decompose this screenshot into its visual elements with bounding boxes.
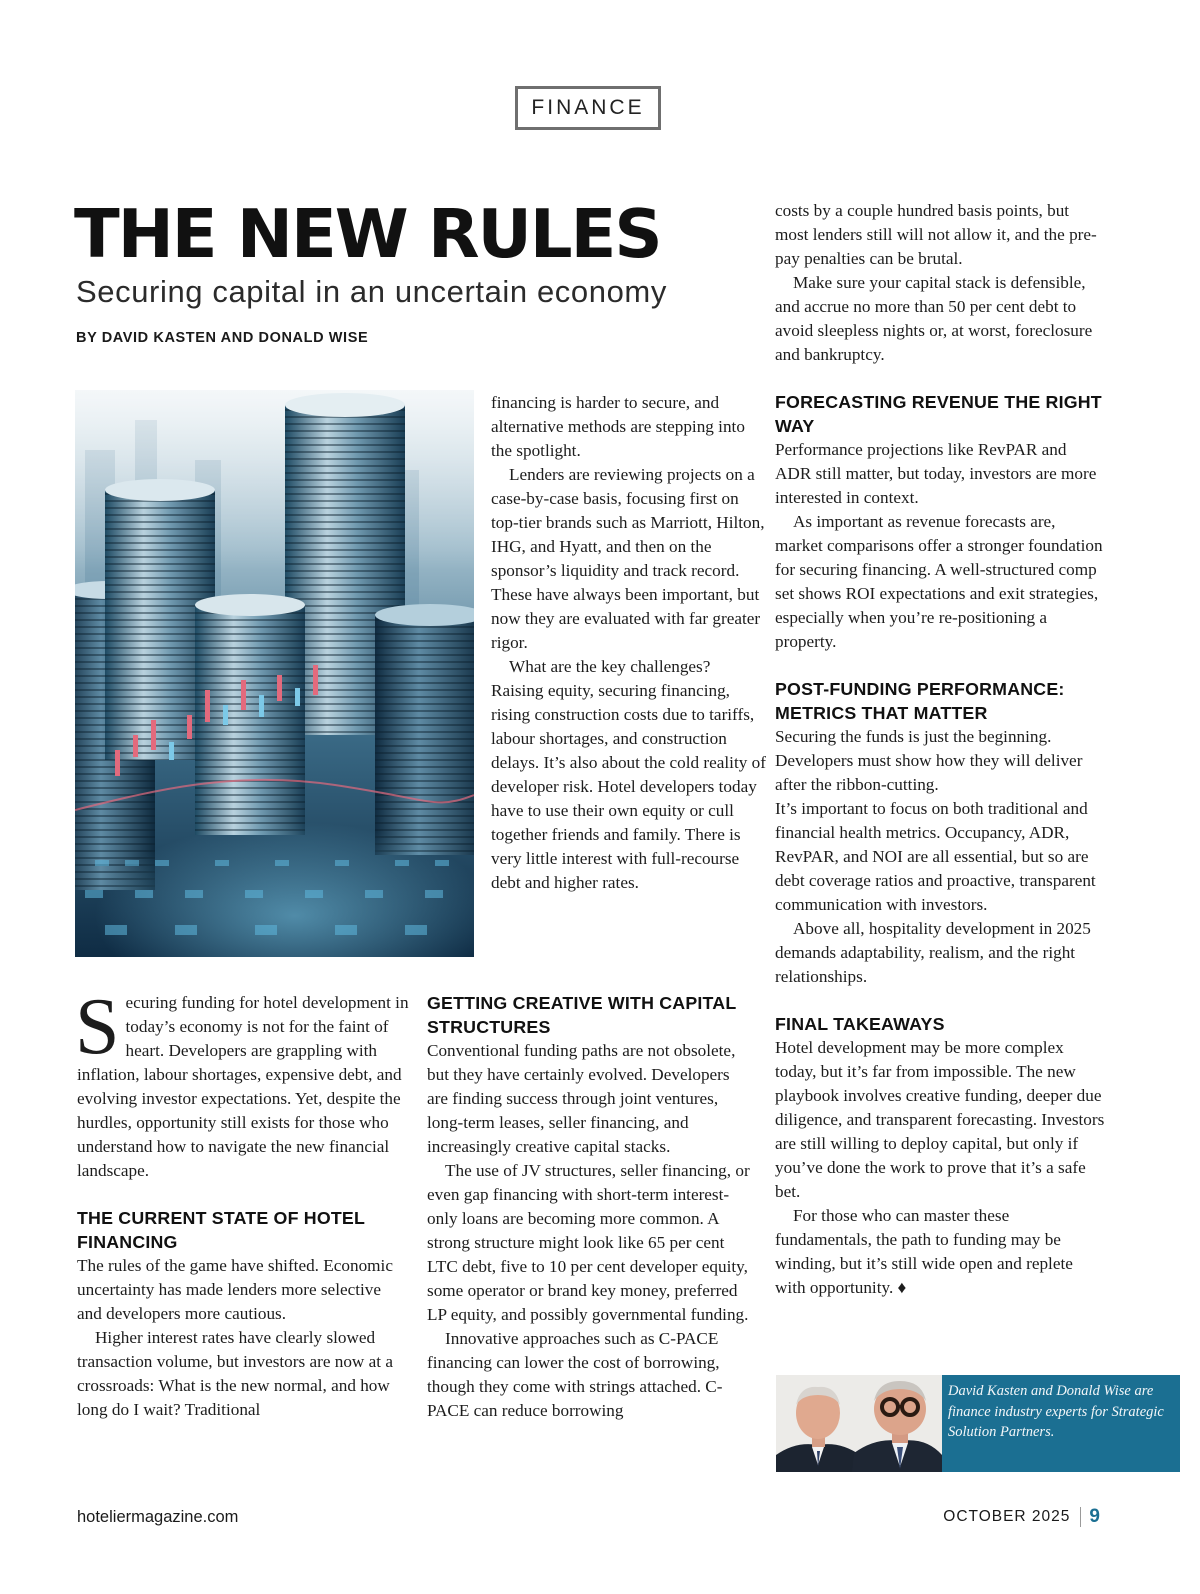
- column2-bottom: [427, 991, 751, 1423]
- drop-cap: S: [75, 983, 120, 1071]
- section-heading-forecasting: FORECASTING REVENUE THE RIGHT WAY: [775, 392, 1102, 436]
- paragraph: Performance projections like RevPAR and ADR still matter, but today, investors are more interested in context.: [775, 440, 1097, 507]
- author-photo: [776, 1375, 942, 1472]
- paragraph: Above all, hospitality development in 2025 demands adaptability, realism, and the right relationships.: [775, 919, 1091, 986]
- paragraph: Innovative approaches such as C-PACE financing can lower the cost of borrowing, though they come with strings attached. C-PACE can reduce borrowing: [427, 1329, 723, 1420]
- paragraph: It’s important to focus on both traditional and financial health metrics. Occupancy, ADR, RevPAR, and NOI are all essential, but so are debt coverage ratios and proactive, transparent communication with investors.: [775, 799, 1096, 914]
- paragraph: financing is harder to secure, and alternative methods are stepping into the spotlight.: [491, 393, 745, 460]
- footer-url[interactable]: hoteliermagazine.com: [77, 1508, 239, 1526]
- section-heading-creative-capital: GETTING CREATIVE WITH CAPITAL STRUCTURES: [427, 993, 737, 1037]
- section-heading-current-state: THE CURRENT STATE OF HOTEL FINANCING: [77, 1208, 365, 1252]
- column3: [775, 199, 1105, 1300]
- footer-issue: [943, 1506, 1100, 1528]
- headline: THE NEW RULES: [74, 195, 661, 273]
- section-heading-post-funding: POST-FUNDING PERFORMANCE: METRICS THAT MATTER: [775, 679, 1065, 723]
- paragraph: As important as revenue forecasts are, market comparisons offer a stronger foundation for securing financing. A well-structured comp set shows ROI expectations and exit strategies, especially when you’re re-positioning a property.: [775, 512, 1103, 651]
- paragraph: Conventional funding paths are not obsolete, but they have certainly evolved. Developers are finding success through joint ventures, long-term leases, seller financing, and increasingly creative capital stacks.: [427, 1041, 736, 1156]
- paragraph: Hotel development may be more complex today, but it’s far from impossible. The new playbook involves creative funding, deeper due diligence, and transparent forecasting. Investors are still willing to deploy capital, but only if you’ve done the work to prove that it’s a safe bet.: [775, 1038, 1105, 1201]
- author-caption: David Kasten and Donald Wise are finance industry experts for Strategic Solution Partners.: [948, 1383, 1164, 1440]
- footer-divider: [1080, 1507, 1081, 1527]
- column1: [75, 983, 409, 1422]
- paragraph: Higher interest rates have clearly slowed transaction volume, but investors are now at a crossroads: What is the new normal, and how long do I wait? Traditional: [77, 1328, 393, 1419]
- hero-image: [75, 390, 474, 957]
- intro-paragraph: [75, 983, 409, 1183]
- paragraph: Lenders are reviewing projects on a case-by-case basis, focusing first on top-tier brands such as Marriott, Hilton, IHG, and Hyatt, and then on the sponsor’s liquidity and track record. These have always been important, but now they are evaluated with far greater rigor.: [491, 465, 765, 652]
- intro-text: ecuring funding for hotel development in today’s economy is not for the faint of heart. Developers are grappling with inflation, labour shortages, expensive debt, and evolving investor expectations. Yet, despite the hurdles, opportunity still exists for those who understand how to navigate the new financial landscape.: [77, 993, 409, 1180]
- paragraph: The rules of the game have shifted. Economic uncertainty has made lenders more selective and developers more cautious.: [77, 1256, 393, 1323]
- section-tag: FINANCE: [515, 86, 661, 130]
- author-headshots-icon: [776, 1375, 942, 1472]
- coin-stacks-stock-chart-icon: [75, 390, 474, 957]
- paragraph: Securing the funds is just the beginning. Developers must show how they will deliver after the ribbon-cutting.: [775, 727, 1083, 794]
- paragraph: The use of JV structures, seller financing, or even gap financing with short-term interest-only loans are becoming more common. A strong structure might look like 65 per cent LTC debt, five to 10 per cent developer equity, some operator or brand key money, preferred LP equity, and possibly governmental funding.: [427, 1161, 750, 1324]
- paragraph: For those who can master these fundamentals, the path to funding may be winding, but it’s still wide open and replete with opportunity. ♦: [775, 1206, 1073, 1297]
- author-box: [776, 1375, 1180, 1472]
- byline: BY DAVID KASTEN AND DONALD WISE: [76, 330, 369, 346]
- subheadline: Securing capital in an uncertain economy: [76, 274, 667, 309]
- paragraph: Make sure your capital stack is defensible, and accrue no more than 50 per cent debt to avoid sleepless nights or, at worst, foreclosure and bankruptcy.: [775, 273, 1093, 364]
- column2-top: [491, 391, 766, 895]
- page-number: 9: [1089, 1506, 1100, 1527]
- footer-date: OCTOBER 2025: [943, 1508, 1071, 1525]
- paragraph: What are the key challenges? Raising equity, securing financing, rising construction costs due to tariffs, labour shortages, and construction delays. It’s also about the cold reality of developer risk. Hotel developers today have to use their own equity or cull together friends and family. There is very little interest with full-recourse debt and higher rates.: [491, 657, 766, 892]
- paragraph: costs by a couple hundred basis points, but most lenders still will not allow it, and the pre-pay penalties can be brutal.: [775, 201, 1097, 268]
- section-heading-final-takeaways: FINAL TAKEAWAYS: [775, 1014, 945, 1034]
